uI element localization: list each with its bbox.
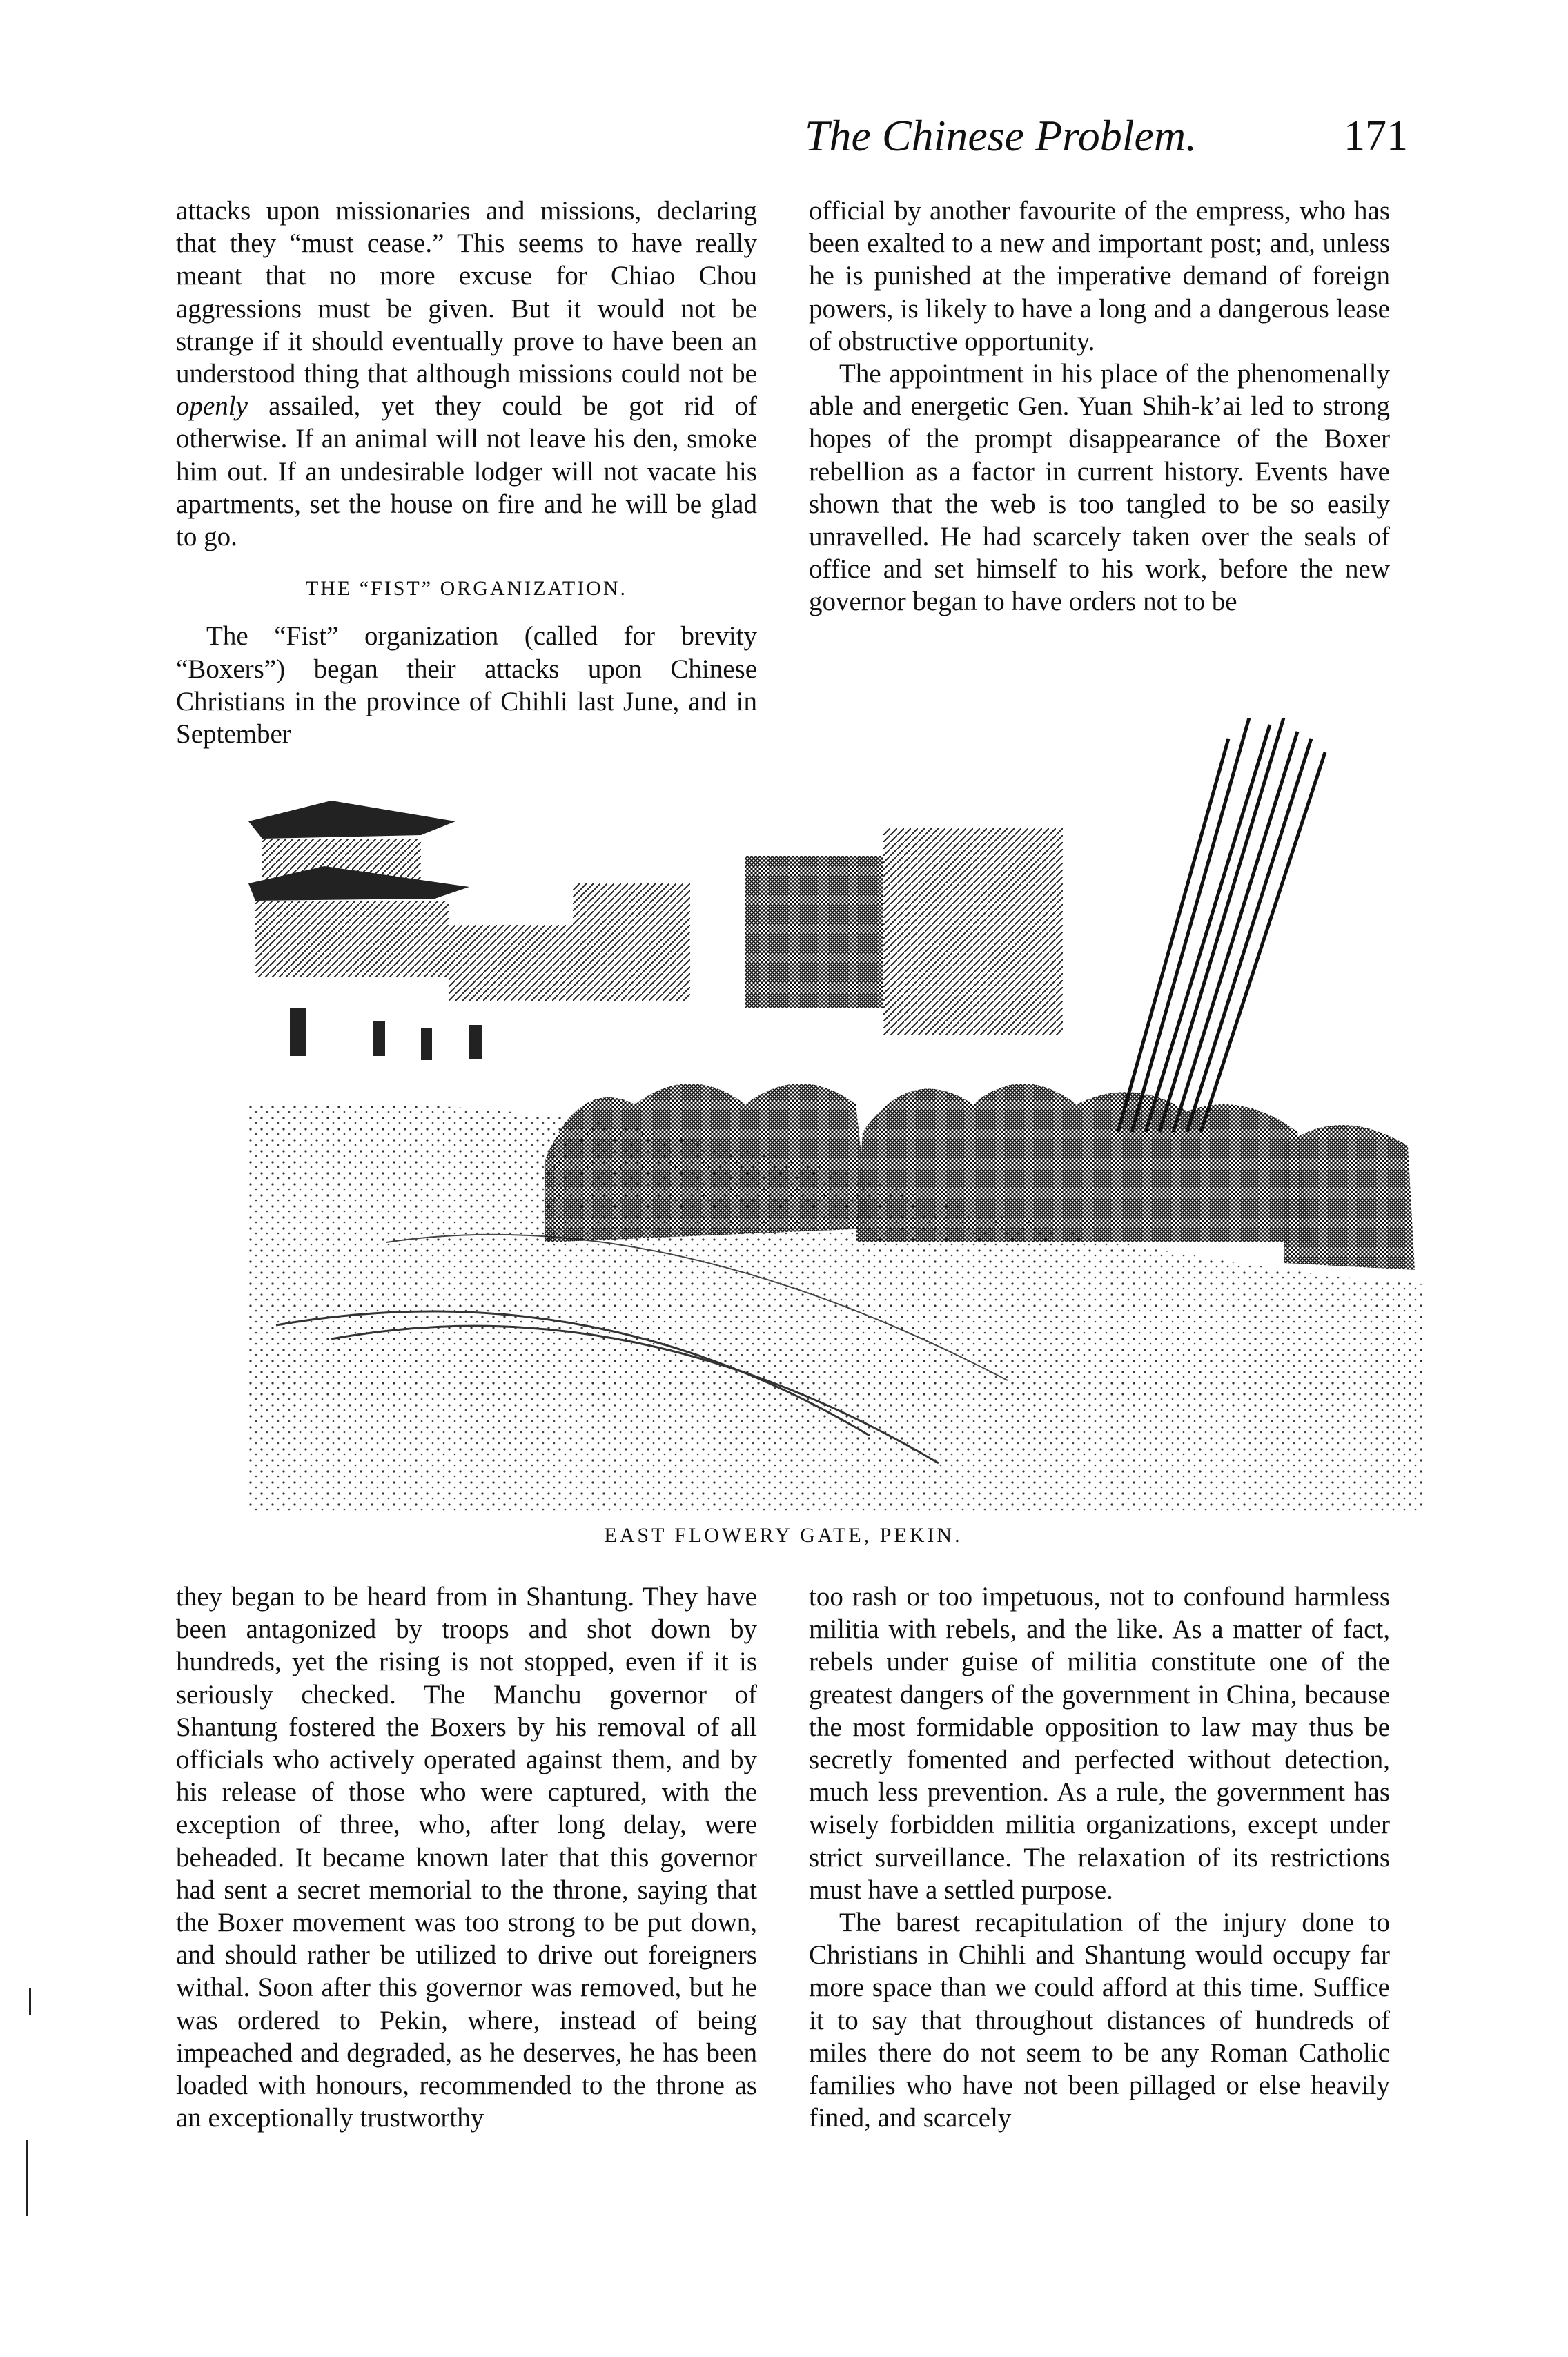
bundled-poles: [1118, 718, 1325, 1132]
italic-text: openly: [176, 391, 248, 422]
paragraph: too rash or too impetuous, not to confound harmless militia with rebels, and the like. As a matter of fact, rebels under guise of militia constitute one of the greatest dangers of the government in China, because the most formidable opposition to law may thus be secretly fomented and perfected without detection, much less prevention. As a rule, the government has wisely forbidden militia organizations, except under strict surveillance. The relaxation of its restrictions must have a settled purpose.: [809, 1582, 1390, 1905]
paragraph: The appointment in his place of the phenomenally able and energetic Gen. Yuan Shih-k’ai led to strong hopes of the prompt disappearance of the Boxer rebellion as a factor in current history. Events have shown that the web is too tangled to be so easily unravelled. He had scarcely taken over the seals of office and set himself to his work, before the new governor began to have orders not to be: [809, 359, 1390, 617]
margin-mark: [29, 1988, 31, 2015]
paragraph: [176, 195, 757, 553]
street-buildings: [449, 828, 1063, 1035]
distant-figures: [290, 1008, 482, 1060]
column-bottom-left: [176, 1581, 757, 2134]
column-bottom-right: [809, 1581, 1390, 2134]
engraving-illustration: [248, 718, 1422, 1512]
gate-tower: [248, 801, 469, 977]
paragraph-text: attacks upon missionaries and missions, declaring that they “must cease.” This seems to have really meant that no more excuse for Chiao Chou aggressions must be given. But it would not be strange if it should eventually prove to have been an understood thing that although missions could not be: [176, 196, 757, 389]
paragraph-text: assailed, yet they could be got rid of otherwise. If an animal will not leave his den, smoke him out. If an undesirable lodger will not vacate his apartments, set the house on fire and he will be glad to go.: [176, 391, 757, 552]
illustration-caption: EAST FLOWERY GATE, PEKIN.: [604, 1524, 963, 1547]
paragraph: official by another favourite of the empress, who has been exalted to a new and important post; and, unless he is punished at the imperative demand of foreign powers, is likely to have a long and a dangerous lease of obstructive opportunity.: [809, 196, 1390, 356]
section-heading: THE “FIST” ORGANIZATION.: [305, 577, 628, 600]
paragraph: they began to be heard from in Shantung. They have been antagonized by troops and shot down by hundreds, yet the rising is not stopped, even if it is seriously checked. The Manchu governor of Shantung fostered the Boxers by his removal of all officials who actively operated against them, and by his release of those who were captured, with the exception of three, who, after long delay, were beheaded. It became known later that this governor had sent a secret memorial to the throne, saying that the Boxer movement was too strong to be put down, and should rather be utilized to drive out foreigners withal. Soon after this governor was removed, but he was ordered to Pekin, where, instead of being impeached and degraded, as he deserves, he has been loaded with honours, recommended to the throne as an exceptionally trustworthy: [176, 1582, 757, 2133]
page-number: 171: [1344, 113, 1408, 159]
column-top-right: [809, 195, 1390, 618]
paragraph: The “Fist” organization (called for brevity “Boxers”) began their attacks upon Chinese Christians in the province of Chihli last June, and in September: [176, 621, 757, 750]
column-top-left: [176, 195, 757, 750]
margin-mark: [26, 2140, 28, 2216]
running-title: The Chinese Problem.: [804, 111, 1197, 160]
paragraph: The barest recapitulation of the injury done to Christians in Chihli and Shantung would occupy far more space than we could afford at this time. Suffice it to say that throughout distances of hundreds of miles there do not seem to be any Roman Catholic families who have not been pillaged or else heavily fined, and scarcely: [809, 1908, 1390, 2133]
